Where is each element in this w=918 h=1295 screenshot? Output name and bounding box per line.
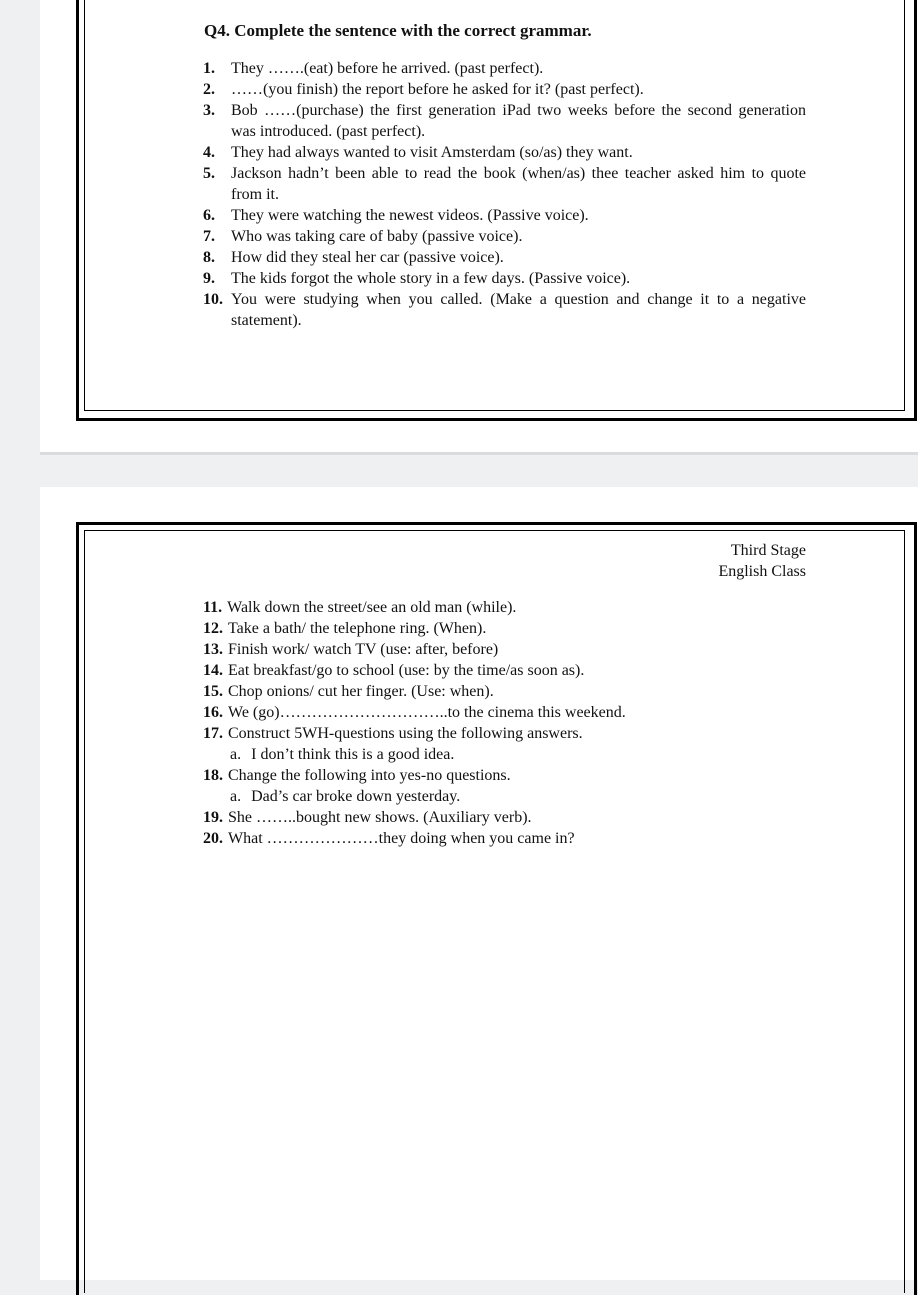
item-text: They were watching the newest videos. (Passive voice).: [231, 207, 589, 224]
question-title: Q4. Complete the sentence with the correct grammar.: [204, 21, 592, 40]
class-label: English Class: [718, 563, 806, 580]
item-number: 18.: [203, 767, 223, 784]
item-number: 13.: [203, 641, 223, 658]
item-text: They had always wanted to visit Amsterdam (so/as) they want.: [231, 144, 633, 161]
list-item: [203, 142, 806, 163]
item-text: You were studying when you called. (Make a question and change it to a negative statement).: [231, 291, 806, 329]
list-item: [203, 723, 703, 744]
sub-item-letter: a.: [230, 788, 242, 805]
item-number: 15.: [203, 683, 223, 700]
sub-item-text: Dad’s car broke down yesterday.: [251, 788, 461, 805]
item-number: 16.: [203, 704, 223, 721]
item-number: 3.: [203, 102, 215, 119]
item-text: Construct 5WH-questions using the following answers.: [228, 725, 583, 742]
question-list-2: [203, 597, 703, 849]
sub-item-letter: a.: [230, 746, 242, 763]
item-number: 12.: [203, 620, 223, 637]
item-text: Finish work/ watch TV (use: after, before): [228, 641, 499, 658]
list-item: [203, 268, 806, 289]
item-number: 8.: [203, 249, 215, 266]
item-text: How did they steal her car (passive voice).: [231, 249, 504, 266]
item-number: 20.: [203, 830, 223, 847]
class-header: [718, 540, 806, 582]
list-item: [203, 807, 703, 828]
list-item: [203, 58, 806, 79]
item-number: 4.: [203, 144, 215, 161]
item-number: 11.: [203, 599, 223, 616]
stage-label: Third Stage: [730, 542, 806, 559]
item-text: Walk down the street/see an old man (while).: [227, 599, 517, 616]
item-text: Eat breakfast/go to school (use: by the time/as soon as).: [228, 662, 585, 679]
list-item: [203, 247, 806, 268]
item-number: 9.: [203, 270, 215, 287]
list-item: [203, 163, 806, 205]
item-text: We (go)…………………………..to the cinema this weekend.: [228, 704, 626, 721]
item-number: 2.: [203, 81, 215, 98]
item-text: ……(you finish) the report before he asked for it? (past perfect).: [231, 81, 644, 98]
item-number: 17.: [203, 725, 223, 742]
sub-list-item: [203, 744, 703, 765]
list-item: [203, 681, 703, 702]
list-item: [203, 618, 703, 639]
list-item: [203, 660, 703, 681]
item-number: 5.: [203, 165, 215, 182]
page-separator: [40, 452, 918, 455]
list-item: [203, 100, 806, 142]
item-text: They …….(eat) before he arrived. (past perfect).: [231, 60, 544, 77]
item-number: 6.: [203, 207, 215, 224]
item-text: Who was taking care of baby (passive voice).: [231, 228, 523, 245]
item-text: What …………………they doing when you came in?: [228, 830, 575, 847]
question-list-1: [203, 58, 806, 331]
list-item: [203, 226, 806, 247]
sub-item-text: I don’t think this is a good idea.: [251, 746, 455, 763]
list-item: [203, 597, 703, 618]
list-item: [203, 79, 806, 100]
list-item: [203, 702, 703, 723]
item-text: Take a bath/ the telephone ring. (When).: [228, 620, 487, 637]
list-item: [203, 828, 703, 849]
item-text: Chop onions/ cut her finger. (Use: when).: [228, 683, 494, 700]
list-item: [203, 289, 806, 331]
item-number: 1.: [203, 60, 215, 77]
item-number: 7.: [203, 228, 215, 245]
list-item: [203, 765, 703, 786]
item-text: The kids forgot the whole story in a few days. (Passive voice).: [231, 270, 631, 287]
list-item: [203, 205, 806, 226]
item-number: 14.: [203, 662, 223, 679]
item-text: Jackson hadn’t been able to read the book (when/as) thee teacher asked him to quote from it.: [231, 165, 806, 203]
item-text: She ……..bought new shows. (Auxiliary verb).: [228, 809, 532, 826]
item-number: 19.: [203, 809, 223, 826]
item-number: 10.: [203, 291, 223, 308]
list-item: [203, 639, 703, 660]
item-text: Bob ……(purchase) the first generation iPad two weeks before the second generation was introduced. (past perfect).: [231, 102, 806, 140]
item-text: Change the following into yes-no questions.: [228, 767, 511, 784]
sub-list-item: [203, 786, 703, 807]
